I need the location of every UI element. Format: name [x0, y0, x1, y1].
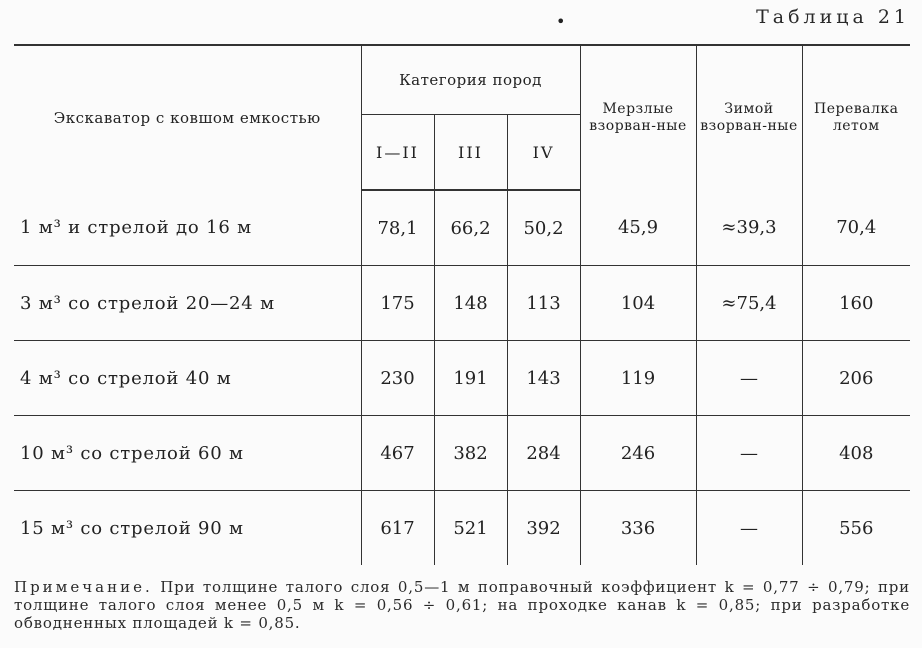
footnote [14, 578, 910, 632]
cell-cat-2: 521 [434, 491, 507, 566]
table-row [14, 341, 910, 416]
header-cat-2: III [434, 115, 507, 191]
cell-cat-3: 143 [507, 341, 580, 416]
cell-winter: — [696, 341, 802, 416]
cell-cat-2: 66,2 [434, 190, 507, 266]
cell-winter: — [696, 491, 802, 566]
header-cat-3: IV [507, 115, 580, 191]
cell-winter: ≈75,4 [696, 266, 802, 341]
data-table [14, 44, 910, 565]
cell-summer: 206 [802, 341, 910, 416]
cell-cat-3: 392 [507, 491, 580, 566]
table-row [14, 416, 910, 491]
cell-cat-1: 230 [361, 341, 434, 416]
cell-cat-1: 175 [361, 266, 434, 341]
row-label: 10 м³ со стрелой 60 м [14, 416, 361, 491]
header-category: Категория пород [361, 45, 580, 115]
cell-cat-3: 50,2 [507, 190, 580, 266]
cell-frozen: 246 [580, 416, 696, 491]
header-summer: Перевалка летом [802, 45, 910, 190]
cell-cat-2: 191 [434, 341, 507, 416]
table-caption: Таблица 21 [756, 6, 910, 28]
cell-cat-1: 78,1 [361, 190, 434, 266]
header-excavator: Экскаватор с ковшом емкостью [14, 45, 361, 190]
table-row [14, 190, 910, 266]
cell-cat-3: 284 [507, 416, 580, 491]
cell-summer: 160 [802, 266, 910, 341]
row-label: 15 м³ со стрелой 90 м [14, 491, 361, 566]
header-cat-1: I—II [361, 115, 434, 191]
cell-frozen: 119 [580, 341, 696, 416]
cell-frozen: 45,9 [580, 190, 696, 266]
footnote-lead: Примечание. [14, 578, 153, 596]
header-frozen: Мерзлые взорван-ные [580, 45, 696, 190]
table-row [14, 491, 910, 566]
cell-cat-2: 382 [434, 416, 507, 491]
cell-cat-1: 617 [361, 491, 434, 566]
cell-summer: 70,4 [802, 190, 910, 266]
row-label: 4 м³ со стрелой 40 м [14, 341, 361, 416]
stray-dot: • [556, 12, 566, 31]
cell-frozen: 104 [580, 266, 696, 341]
row-label: 1 м³ и стрелой до 16 м [14, 190, 361, 266]
cell-summer: 556 [802, 491, 910, 566]
cell-summer: 408 [802, 416, 910, 491]
cell-cat-2: 148 [434, 266, 507, 341]
cell-winter: ≈39,3 [696, 190, 802, 266]
footnote-text: При толщине талого слоя 0,5—1 м поправочный коэффициент k = 0,77 ÷ 0,79; при толщине талого слоя менее 0,5 м k = 0,56 ÷ 0,61; на проходке канав k = 0,85; при разработке обводненных площадей k = 0,85. [14, 578, 910, 632]
cell-frozen: 336 [580, 491, 696, 566]
header-winter: Зимой взорван-ные [696, 45, 802, 190]
cell-cat-3: 113 [507, 266, 580, 341]
cell-cat-1: 467 [361, 416, 434, 491]
cell-winter: — [696, 416, 802, 491]
table-row [14, 266, 910, 341]
row-label: 3 м³ со стрелой 20—24 м [14, 266, 361, 341]
